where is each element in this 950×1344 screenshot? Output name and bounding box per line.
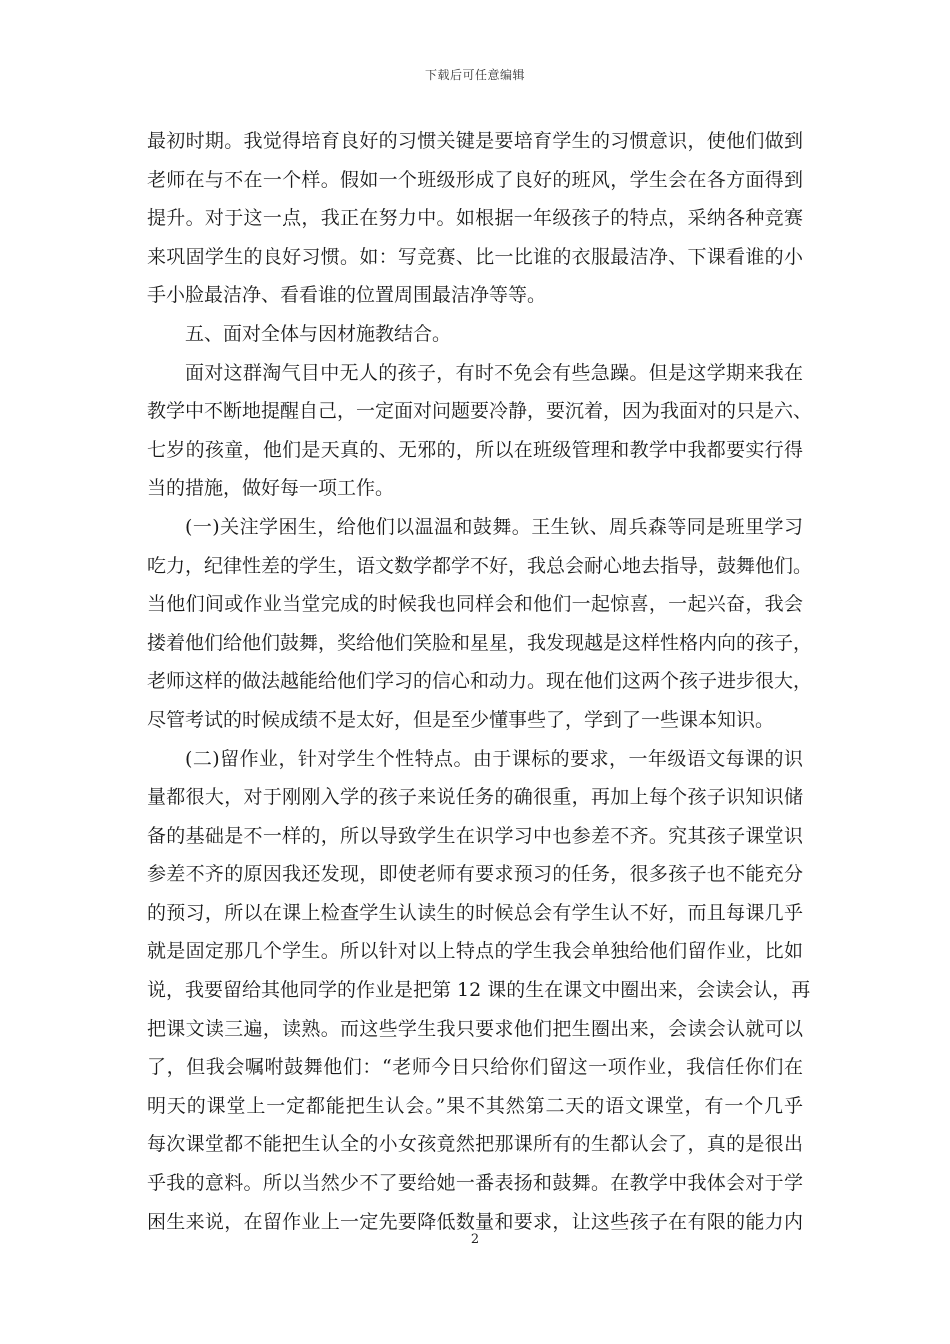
- text-line: 尽管考试的时候成绩不是太好，但是至少懂事些了，学到了一些课本知识。: [147, 708, 775, 731]
- text-line: 吃力，纪律性差的学生，语文数学都学不好，我总会耐心地去指导，鼓舞他们。: [147, 554, 813, 577]
- text-line: 就是固定那几个学生。所以针对以上特点的学生我会单独给他们留作业，比如: [147, 940, 803, 963]
- text-line: 备的基础是不一样的，所以导致学生在识学习中也参差不齐。究其孩子课堂识: [147, 824, 803, 847]
- text-line: 老师在与不在一个样。假如一个班级形成了良好的班风，学生会在各方面得到: [147, 168, 803, 191]
- text-line: 面对这群淘气目中无人的孩子，有时不免会有些急躁。但是这学期来我在: [185, 361, 803, 384]
- text-line: 说，我要留给其他同学的作业是把第 12 课的生在课文中圈出来，会读会认，再: [147, 979, 811, 1002]
- text-line: 把课文读三遍，读熟。而这些学生我只要求他们把生圈出来，会读会认就可以: [147, 1017, 803, 1040]
- text-line: 的预习，所以在课上检查学生认读生的时候总会有学生认不好，而且每课几乎: [147, 901, 803, 924]
- text-line: 明天的课堂上一定都能把生认会。”果不其然第二天的语文课堂，有一个几乎: [147, 1094, 803, 1117]
- text-line: 了，但我会嘱咐鼓舞他们：“老师今日只给你们留这一项作业，我信任你们在: [147, 1056, 803, 1079]
- text-line: 提升。对于这一点，我正在努力中。如根据一年级孩子的特点，采纳各种竞赛: [147, 207, 803, 230]
- text-line: 当的措施，做好每一项工作。: [147, 477, 395, 500]
- text-line: 乎我的意料。所以当然少不了要给她一番表扬和鼓舞。在教学中我体会对于学: [147, 1172, 803, 1195]
- text-line: 量都很大，对于刚刚入学的孩子来说任务的确很重，再加上每个孩子识知识储: [147, 786, 803, 809]
- text-line: (一)关注学困生，给他们以温温和鼓舞。王生钬、周兵森等同是班里学习: [185, 515, 803, 538]
- text-line: (二)留作业，针对学生个性特点。由于课标的要求，一年级语文每课的识: [185, 747, 803, 770]
- text-line: 七岁的孩童，他们是天真的、无邪的，所以在班级管理和教学中我都要实行得: [147, 438, 803, 461]
- page-number: 2: [470, 1232, 480, 1247]
- text-line: 当他们间或作业当堂完成的时候我也同样会和他们一起惊喜，一起兴奋，我会: [147, 593, 803, 616]
- text-line: 老师这样的做法越能给他们学习的信心和动力。现在他们这两个孩子进步很大，: [147, 670, 813, 693]
- text-line: 困生来说，在留作业上一定先要降低数量和要求，让这些孩子在有限的能力内: [147, 1210, 803, 1233]
- body-text: [147, 122, 813, 1241]
- text-line: 手小脸最洁净、看看谁的位置周围最洁净等等。: [147, 284, 547, 307]
- section-heading: 五、面对全体与因材施教结合。: [185, 322, 452, 345]
- text-line: 来巩固学生的良好习惯。如：写竞赛、比一比谁的衣服最洁净、下课看谁的小: [147, 245, 803, 268]
- text-line: 搂着他们给他们鼓舞，奖给他们笑脸和星星，我发现越是这样性格内向的孩子，: [147, 631, 813, 654]
- text-line: 教学中不断地提醒自己，一定面对问题要冷静，要沉着，因为我面对的只是六、: [147, 400, 813, 423]
- text-line: 最初时期。我觉得培育良好的习惯关键是要培育学生的习惯意识，使他们做到: [147, 130, 803, 152]
- page-header: 下载后可任意编辑: [424, 68, 525, 82]
- text-line: 参差不齐的原因我还发现，即使老师有要求预习的任务，很多孩子也不能充分: [147, 863, 803, 886]
- text-line: 每次课堂都不能把生认全的小女孩竟然把那课所有的生都认会了，真的是很出: [147, 1133, 803, 1156]
